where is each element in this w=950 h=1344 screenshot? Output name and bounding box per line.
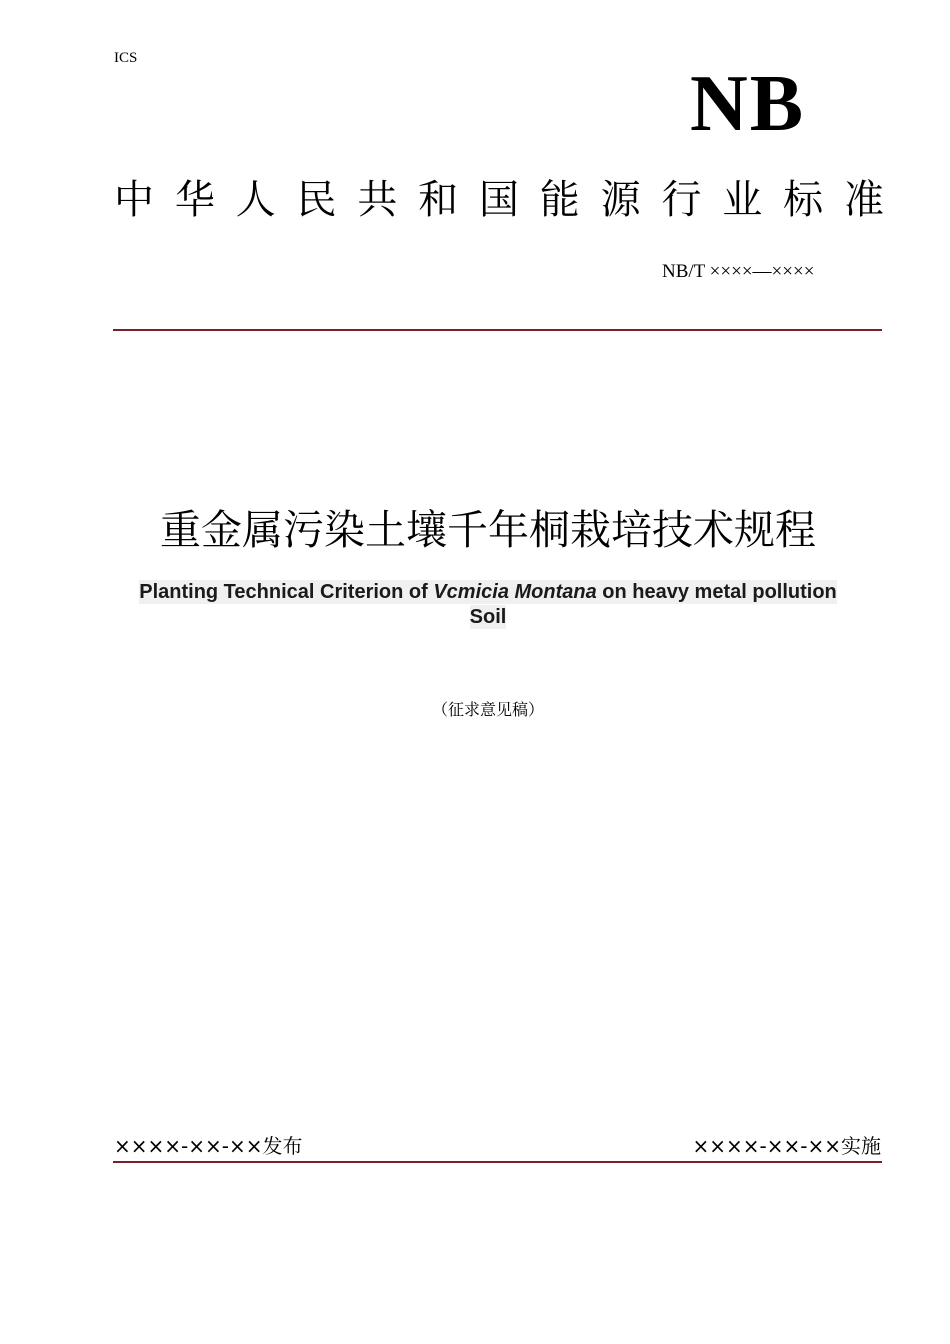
standard-title-char: 华	[174, 177, 215, 223]
standard-title-char: 准	[843, 177, 884, 223]
document-title-chinese: 重金属污染土壤千年桐栽培技术规程	[160, 506, 816, 554]
draft-note: （征求意见稿）	[431, 700, 544, 719]
english-title-part2: on heavy metal pollution	[596, 581, 837, 603]
english-title-part1: Planting Technical Criterion of	[139, 581, 434, 603]
standard-title-char: 能	[539, 177, 580, 223]
nb-logo: NB	[690, 60, 806, 148]
standard-title-char: 和	[418, 177, 459, 223]
english-title-species: Vcmicia Montana	[433, 581, 597, 603]
bottom-divider	[113, 1161, 882, 1163]
publish-date: ××××-××-××发布	[114, 1134, 303, 1158]
standard-title-char: 共	[357, 177, 398, 223]
english-title-line2: Soil	[469, 606, 507, 628]
document-title-english	[100, 580, 876, 630]
standard-number: NB/T ××××—××××	[662, 261, 815, 282]
implement-date: ××××-××-××实施	[692, 1134, 881, 1158]
ics-label: ICS	[114, 50, 138, 66]
standard-title-char: 行	[661, 177, 702, 223]
standard-title-char: 民	[296, 177, 337, 223]
standard-category-title	[114, 172, 884, 228]
english-title-line1	[139, 580, 837, 604]
standard-title-char: 业	[722, 177, 763, 223]
standard-title-char: 人	[235, 177, 276, 223]
standard-title-char: 国	[478, 177, 519, 223]
top-divider	[113, 329, 882, 331]
standard-title-char: 源	[600, 177, 641, 223]
standard-title-char: 中	[114, 177, 154, 223]
standard-title-char: 标	[783, 177, 824, 223]
